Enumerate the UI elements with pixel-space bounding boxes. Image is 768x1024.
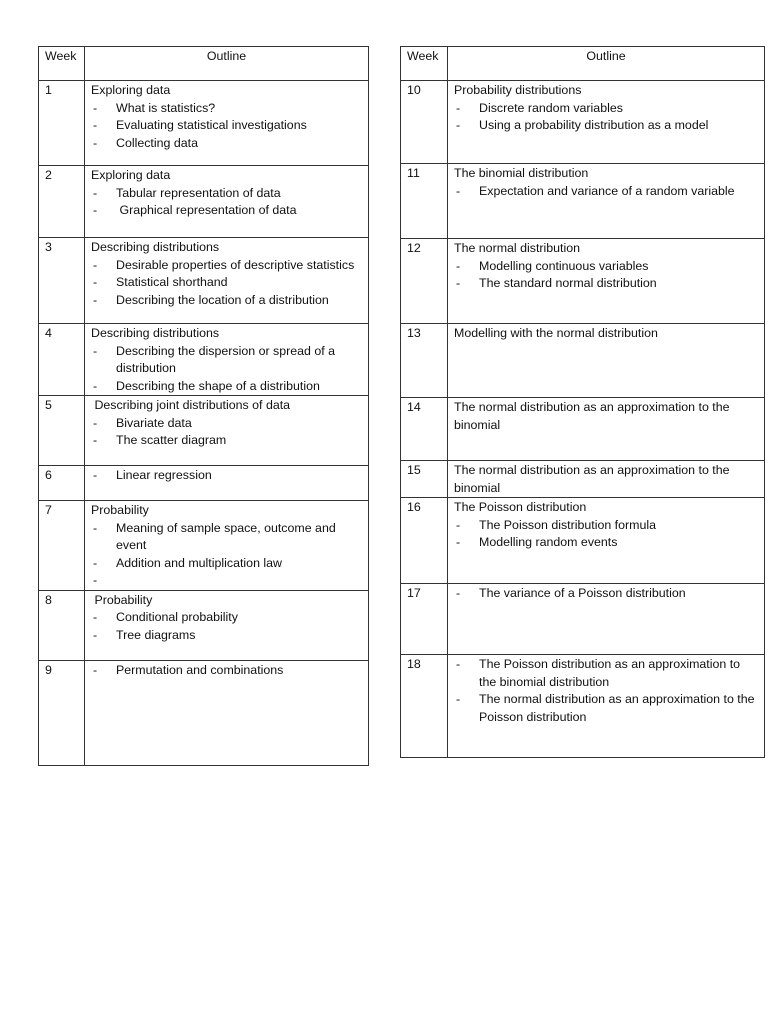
week-number: 17	[401, 584, 448, 655]
subtopic-item	[454, 656, 764, 691]
subtopic-text: Collecting data	[116, 135, 198, 150]
schedule-body-left	[39, 81, 369, 766]
subtopic-text: The Poisson distribution formula	[479, 517, 656, 532]
bullet-dash: -	[93, 662, 98, 677]
bullet-dash: -	[456, 586, 461, 600]
table-row	[401, 655, 765, 758]
topic-title: The normal distribution	[454, 241, 581, 255]
table-row	[39, 466, 369, 501]
subtopic-list	[454, 585, 764, 603]
outline-cell	[448, 461, 765, 498]
topic-title: The Poisson distribution	[454, 500, 587, 514]
bullet-dash: -	[93, 292, 98, 307]
topic-title: Exploring data	[91, 168, 171, 182]
week-number: 5	[39, 396, 85, 466]
outline-cell	[85, 81, 369, 166]
table-row	[39, 501, 369, 591]
subtopic-item	[91, 135, 368, 153]
subtopic-text: Describing the shape of a distribution	[116, 378, 320, 393]
subtopic-item	[91, 257, 368, 275]
subtopic-item	[91, 202, 368, 220]
bullet-dash: -	[93, 468, 98, 482]
table-row	[401, 81, 765, 164]
topic-title: The normal distribution as an approximation to the binomial	[454, 463, 733, 495]
week-number: 14	[401, 398, 448, 461]
bullet-dash: -	[93, 257, 98, 272]
outline-cell	[85, 590, 369, 660]
subtopic-item	[91, 100, 368, 118]
outline-cell	[448, 498, 765, 584]
bullet-dash: -	[456, 118, 461, 132]
subtopic-item	[91, 415, 368, 433]
week-number: 8	[39, 590, 85, 660]
table-row	[401, 498, 765, 584]
topic-title: Probability	[91, 592, 153, 607]
table-row	[39, 590, 369, 660]
schedule-table-right	[400, 46, 765, 758]
subtopic-text: Tree diagrams	[116, 627, 196, 642]
bullet-dash: -	[456, 276, 461, 290]
subtopic-text: The variance of a Poisson distribution	[479, 586, 686, 600]
week-number: 16	[401, 498, 448, 584]
bullet-dash: -	[93, 185, 98, 200]
subtopic-item	[91, 292, 368, 310]
outline-cell	[85, 466, 369, 501]
bullet-dash: -	[93, 135, 98, 150]
schedule-table-left	[38, 46, 369, 766]
subtopic-list	[91, 415, 368, 450]
outline-cell	[85, 324, 369, 396]
subtopic-text: Tabular representation of data	[116, 185, 281, 200]
topic-title: The binomial distribution	[454, 166, 589, 180]
subtopic-list	[454, 517, 764, 552]
subtopic-item	[454, 117, 764, 135]
subtopic-item	[454, 517, 764, 535]
bullet-dash: -	[456, 517, 461, 532]
subtopic-item	[91, 343, 368, 378]
subtopic-list	[454, 258, 764, 293]
week-number: 1	[39, 81, 85, 166]
subtopic-text: The standard normal distribution	[479, 276, 657, 290]
topic-title: The normal distribution as an approximation to the binomial	[454, 400, 733, 432]
outline-header: Outline	[85, 47, 369, 81]
subtopic-item	[91, 572, 368, 590]
table-row	[39, 660, 369, 765]
subtopic-text: Expectation and variance of a random variable	[479, 183, 735, 198]
outline-cell	[448, 655, 765, 758]
subtopic-item	[454, 534, 764, 552]
subtopic-item	[91, 378, 368, 396]
bullet-dash: -	[93, 520, 98, 535]
bullet-dash: -	[93, 275, 98, 289]
table-row	[401, 164, 765, 239]
subtopic-item	[454, 183, 764, 201]
outline-cell	[85, 501, 369, 591]
subtopic-item	[91, 117, 368, 135]
outline-cell	[448, 584, 765, 655]
week-number: 3	[39, 238, 85, 324]
week-number: 6	[39, 466, 85, 501]
subtopic-list	[454, 656, 764, 726]
subtopic-item	[454, 585, 764, 603]
outline-cell	[448, 324, 765, 398]
table-row	[39, 396, 369, 466]
subtopic-text: Using a probability distribution as a model	[479, 118, 709, 132]
outline-cell	[85, 166, 369, 238]
subtopic-text: Modelling random events	[479, 535, 618, 549]
subtopic-text: Describing the dispersion or spread of a distribution	[116, 343, 339, 375]
subtopic-item	[91, 185, 368, 203]
bullet-dash: -	[93, 627, 98, 642]
bullet-dash: -	[93, 433, 98, 447]
subtopic-text: Modelling continuous variables	[479, 258, 649, 273]
subtopic-item	[454, 258, 764, 276]
week-number: 9	[39, 660, 85, 765]
subtopic-item	[91, 520, 368, 555]
topic-title: Probability distributions	[454, 83, 582, 97]
subtopic-text: Meaning of sample space, outcome and event	[116, 520, 340, 552]
subtopic-text: Linear regression	[116, 468, 212, 482]
subtopic-item	[454, 275, 764, 293]
bullet-dash: -	[456, 258, 461, 273]
subtopic-text: The scatter diagram	[116, 433, 227, 447]
table-row	[39, 238, 369, 324]
subtopic-text: Discrete random variables	[479, 100, 623, 115]
schedule-body-right	[401, 81, 765, 758]
subtopic-item	[454, 691, 764, 726]
subtopic-text: The normal distribution as an approximation to the Poisson distribution	[479, 692, 758, 724]
outline-cell	[85, 660, 369, 765]
outline-cell	[448, 81, 765, 164]
outline-cell	[85, 238, 369, 324]
bullet-dash: -	[93, 573, 98, 587]
bullet-dash: -	[93, 118, 98, 132]
subtopic-list	[91, 257, 368, 310]
subtopic-text: Describing the location of a distribution	[116, 292, 329, 307]
subtopic-item	[91, 432, 368, 450]
bullet-dash: -	[93, 203, 98, 217]
week-header: Week	[401, 47, 448, 81]
subtopic-item	[454, 100, 764, 118]
table-row	[39, 166, 369, 238]
bullet-dash: -	[456, 100, 461, 115]
subtopic-list	[454, 183, 764, 201]
outline-header: Outline	[448, 47, 765, 81]
subtopic-item	[91, 627, 368, 645]
subtopic-list	[454, 100, 764, 135]
subtopic-item	[91, 662, 368, 680]
bullet-dash: -	[456, 535, 461, 549]
subtopic-list	[91, 100, 368, 153]
week-number: 15	[401, 461, 448, 498]
subtopic-text: Statistical shorthand	[116, 275, 228, 289]
subtopic-text: The Poisson distribution as an approximation to the binomial distribution	[479, 657, 744, 689]
week-number: 2	[39, 166, 85, 238]
outline-cell	[448, 398, 765, 461]
bullet-dash: -	[93, 610, 98, 624]
week-header: Week	[39, 47, 85, 81]
bullet-dash: -	[93, 343, 98, 358]
bullet-dash: -	[93, 415, 98, 430]
subtopic-text	[116, 572, 368, 590]
subtopic-list	[91, 467, 368, 485]
outline-cell	[85, 396, 369, 466]
subtopic-text: Graphical representation of data	[116, 203, 297, 217]
header-row	[401, 47, 765, 81]
subtopic-list	[91, 662, 368, 680]
topic-title: Modelling with the normal distribution	[454, 326, 658, 340]
subtopic-list	[91, 520, 368, 590]
table-row	[401, 461, 765, 498]
week-number: 10	[401, 81, 448, 164]
topic-title: Describing joint distributions of data	[91, 398, 291, 412]
subtopic-text: What is statistics?	[116, 100, 216, 115]
week-number: 18	[401, 655, 448, 758]
table-row	[401, 324, 765, 398]
outline-cell	[448, 239, 765, 324]
subtopic-item	[91, 555, 368, 573]
bullet-dash: -	[93, 100, 98, 115]
topic-title: Describing distributions	[91, 326, 220, 340]
outline-cell	[448, 164, 765, 239]
subtopic-list	[91, 185, 368, 220]
subtopic-text: Permutation and combinations	[116, 662, 284, 677]
table-row	[39, 324, 369, 396]
week-number: 11	[401, 164, 448, 239]
bullet-dash: -	[456, 692, 461, 706]
week-number: 13	[401, 324, 448, 398]
subtopic-item	[91, 467, 368, 485]
week-number: 12	[401, 239, 448, 324]
subtopic-text: Addition and multiplication law	[116, 555, 282, 570]
subtopic-item	[91, 274, 368, 292]
subtopic-text: Bivariate data	[116, 415, 192, 430]
table-row	[39, 81, 369, 166]
week-number: 7	[39, 501, 85, 591]
bullet-dash: -	[93, 378, 98, 393]
topic-title: Exploring data	[91, 83, 171, 97]
subtopic-text: Desirable properties of descriptive statistics	[116, 257, 355, 272]
week-number: 4	[39, 324, 85, 396]
subtopic-text: Conditional probability	[116, 610, 238, 624]
table-row	[401, 398, 765, 461]
bullet-dash: -	[93, 555, 98, 570]
subtopic-text: Evaluating statistical investigations	[116, 118, 307, 132]
header-row	[39, 47, 369, 81]
topic-title: Probability	[91, 503, 149, 517]
bullet-dash: -	[456, 657, 461, 671]
table-row	[401, 584, 765, 655]
table-row	[401, 239, 765, 324]
topic-title: Describing distributions	[91, 240, 220, 254]
subtopic-item	[91, 609, 368, 627]
bullet-dash: -	[456, 183, 461, 198]
subtopic-list	[91, 343, 368, 396]
subtopic-list	[91, 609, 368, 644]
